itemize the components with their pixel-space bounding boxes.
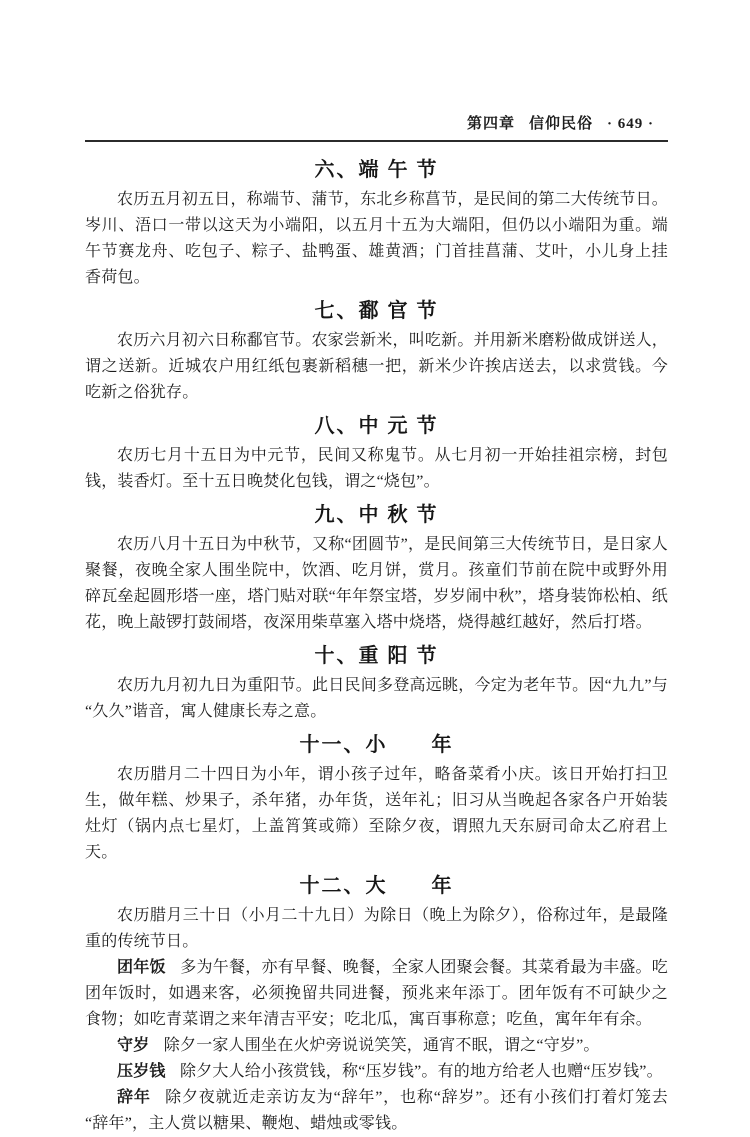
entry-tuannianfan [85, 955, 668, 1033]
section-title: 十二、大 年 [299, 875, 454, 897]
entry-text: 除夕大人给小孩赏钱，称“压岁钱”。有的地方给老人也赠“压岁钱”。 [180, 1063, 663, 1080]
section-title: 九、中 秋 节 [314, 504, 439, 526]
section-chongyang [85, 644, 668, 725]
section-title: 十、重 阳 节 [314, 645, 439, 667]
section-zhongqiu [85, 503, 668, 636]
section-paragraph: 农历七月十五日为中元节，民间又称鬼节。从七月初一开始挂祖宗榜，封包钱，装香灯。至十五日晚焚化包钱，谓之“烧包”。 [85, 447, 668, 490]
section-paragraph: 农历五月初五日，称端节、蒲节，东北乡称菖节，是民间的第二大传统节日。岑川、浯口一带以这天为小端阳，以五月十五为大端阳，但仍以小端阳为重。端午节赛龙舟、吃包子、粽子、盐鸭蛋、雄黄酒；门首挂菖蒲、艾叶，小儿身上挂香荷包。 [85, 191, 668, 286]
page-content [85, 142, 668, 1137]
section-title: 六、端 午 节 [314, 159, 439, 181]
entry-text: 除夕一家人围坐在火炉旁说说笑笑，通宵不眠，谓之“守岁”。 [163, 1037, 600, 1054]
entry-text: 除夕夜就近走亲访友为“辞年”，也称“辞岁”。还有小孩们打着灯笼去“辞年”，主人赏以糖果、鞭炮、蜡烛或零钱。 [85, 1089, 668, 1132]
entry-term: 团年饭 [117, 959, 166, 976]
entry-cinian [85, 1085, 668, 1137]
entry-term: 压岁钱 [117, 1063, 166, 1080]
header-page-number: · 649 · [606, 116, 654, 132]
section-xiaonian [85, 733, 668, 866]
section-paragraph: 农历九月初九日为重阳节。此日民间多登高远眺，今定为老年节。因“九九”与“久久”谐音，寓人健康长寿之意。 [85, 677, 668, 720]
section-zhongyuan [85, 414, 668, 495]
entry-yasuiqian [85, 1059, 668, 1085]
header-section-title: 信仰民俗 [528, 115, 593, 132]
section-poguan [85, 299, 668, 406]
entry-text: 多为午餐，亦有早餐、晚餐，全家人团聚会餐。其菜肴最为丰盛。吃团年饭时，如遇来客，必须挽留共同进餐，预兆来年添丁。团年饭有不可缺少之食物；如吃青菜谓之来年清吉平安；吃北瓜，寓百事称意；吃鱼，寓年年有余。 [85, 959, 668, 1028]
entry-term: 辞年 [117, 1089, 151, 1106]
section-title: 十一、小 年 [299, 734, 454, 756]
entry-term: 守岁 [117, 1037, 150, 1054]
header-chapter: 第四章 [466, 115, 515, 132]
running-header [85, 112, 668, 142]
section-title: 七、鄱 官 节 [314, 300, 439, 322]
section-paragraph: 农历八月十五日为中秋节，又称“团圆节”，是民间第三大传统节日，是日家人聚餐，夜晚全家人围坐院中，饮酒、吃月饼，赏月。孩童们节前在院中或野外用碎瓦垒起圆形塔一座，塔门贴对联“年年祭宝塔，岁岁闹中秋”，塔身装饰松柏、纸花，晚上敲锣打鼓闹塔，夜深用柴草塞入塔中烧塔，烧得越红越好，然后打塔。 [85, 536, 668, 631]
section-title: 八、中 元 节 [314, 415, 439, 437]
section-danian [85, 874, 668, 1137]
entry-shousui [85, 1033, 668, 1059]
section-paragraph: 农历六月初六日称鄱官节。农家尝新米，叫吃新。并用新米磨粉做成饼送人，谓之送新。近城农户用红纸包裹新稻穗一把，新米少许挨店送去，以求赏钱。今吃新之俗犹存。 [85, 332, 668, 401]
section-paragraph: 农历腊月二十四日为小年，谓小孩子过年，略备菜肴小庆。该日开始打扫卫生，做年糕、炒果子，杀年猪，办年货，送年礼；旧习从当晚起各家各户开始装灶灯（锅内点七星灯，上盖筲箕或筛）至除夕夜，谓照九天东厨司命太乙府君上天。 [85, 766, 668, 861]
section-duanwu [85, 158, 668, 291]
section-paragraph: 农历腊月三十日（小月二十九日）为除日（晚上为除夕），俗称过年，是最隆重的传统节日。 [85, 907, 668, 950]
